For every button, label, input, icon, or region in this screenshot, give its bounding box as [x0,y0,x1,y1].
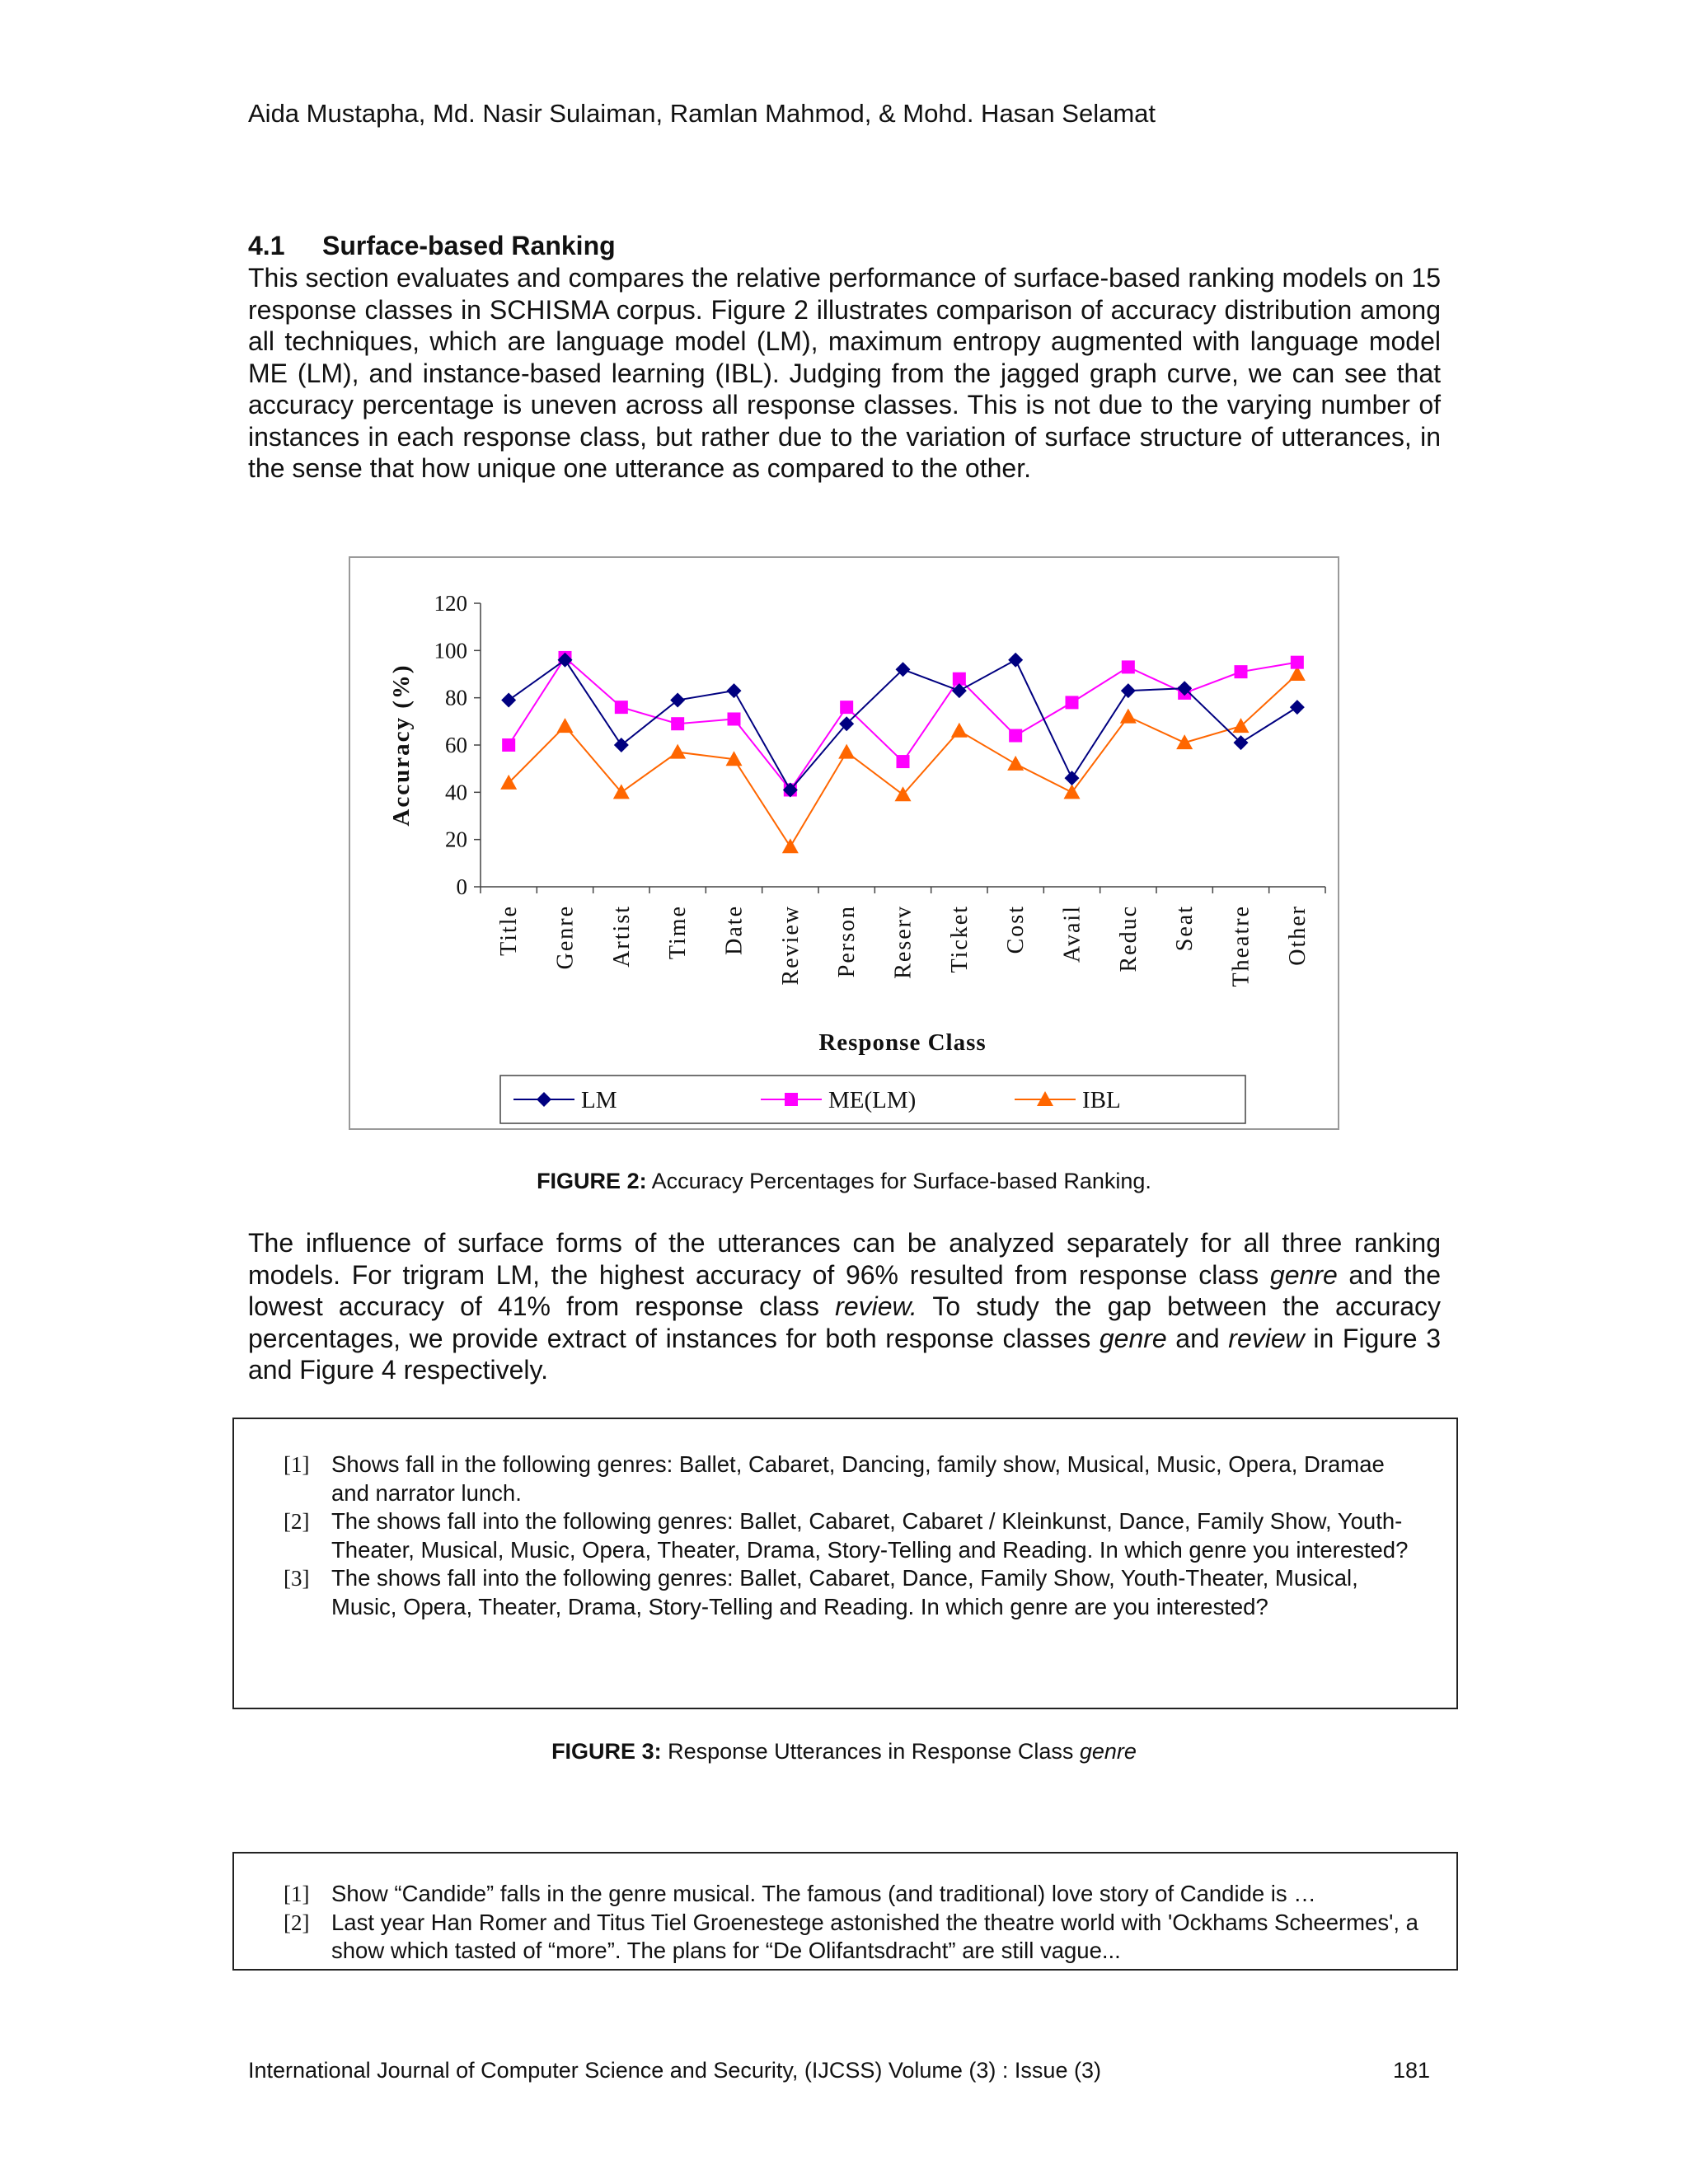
y-tick-label: 100 [434,638,467,663]
text-run: and [1166,1323,1229,1353]
figure-2-label: FIGURE 2: [537,1169,647,1193]
figure-4-box [232,1852,1458,1971]
data-point [838,744,855,759]
data-point [1176,734,1193,749]
x-tick-label: Review [777,905,804,986]
series-line-lm [509,660,1297,790]
data-point [1122,660,1135,673]
x-tick-label: Cost [1003,905,1029,954]
figure-2-chart [349,556,1339,1130]
x-tick-label: Genre [552,905,579,970]
x-tick-label: Date [721,905,748,955]
x-tick-label: Avail [1059,905,1085,963]
x-tick-label: Title [496,905,523,956]
item-number: [2] [284,1509,310,1534]
item-text: Show “Candide” falls in the genre musical. The famous (and traditional) love story of Candide is … [331,1881,1316,1906]
item-number: [2] [284,1910,310,1935]
item-number: [1] [284,1882,310,1906]
paragraph-analysis [248,1227,1441,1386]
data-point [1008,653,1023,668]
data-point [557,718,574,733]
data-point [671,717,684,730]
x-axis-title: Response Class [818,1029,987,1056]
emphasis-review: review. [835,1291,917,1321]
emphasis-review: review [1228,1323,1305,1353]
item-text: The shows fall into the following genres: Ballet, Cabaret, Cabaret / Kleinkunst, Dance, Family Show, Youth-Theater, Musical, Music, Opera, Theater, Drama, Story-Telling and Reading. In which genre you interested? [331,1508,1409,1563]
x-tick-label: Theatre [1228,905,1254,987]
item-text: Last year Han Romer and Titus Tiel Groenestege astonished the theatre world with 'Ockhams Scheermes', a show which tasted of “more”. The plans for “De Olifantsdracht” are still vague... [331,1909,1418,1963]
section-number: 4.1 [248,231,285,260]
emphasis-genre: genre [1269,1259,1338,1290]
data-point [1290,700,1305,715]
section-title: Surface-based Ranking [322,231,616,260]
list-item [284,1507,1421,1564]
data-point [1120,709,1137,724]
legend-label: ME(LM) [828,1087,917,1113]
figure-3-label: FIGURE 3: [551,1739,662,1764]
list-item [284,1909,1421,1966]
y-tick-label: 0 [456,874,467,899]
y-tick-label: 60 [445,733,467,757]
data-point [1291,656,1304,669]
running-header: Aida Mustapha, Md. Nasir Sulaiman, Ramlan Mahmod, & Mohd. Hasan Selamat [248,99,1156,128]
x-tick-label: Ticket [946,905,973,973]
data-point [1121,683,1136,698]
x-tick-label: Seat [1172,905,1198,952]
figure-3-text: Response Utterances in Response Class [668,1739,1080,1764]
figure-3-list [284,1451,1421,1621]
data-point [502,738,515,752]
x-tick-label: Reduc [1115,905,1142,972]
data-point [897,755,910,768]
data-point [728,712,741,725]
figure-3-box [232,1418,1458,1709]
text-run: in Figure 3 and Figure 4 respectively. [248,1323,1441,1385]
data-point [951,723,968,738]
x-tick-label: Other [1284,905,1311,966]
data-point [1064,784,1081,799]
figure-3-emphasis: genre [1079,1739,1137,1764]
accuracy-line-chart [350,558,1338,1128]
data-point [727,683,742,698]
x-tick-label: Artist [608,905,635,968]
data-point [1235,665,1248,678]
item-number: [3] [284,1566,310,1591]
text-run: and the lowest accuracy of 41% from response class [248,1259,1442,1321]
paragraph-intro: This section evaluates and compares the relative performance of surface-based ranking models on 15 response classes in SCHISMA corpus. Figure 2 illustrates comparison of accuracy distribution among all techniques, which are language model (LM), maximum entropy augmented with language model ME (LM), and instance-based learning (IBL). Judging from the jagged graph curve, we can see that accuracy percentage is uneven across all response classes. This is not due to the varying number of instances in each response class, but rather due to the variation of surface structure of utterances, in the sense that how unique one utterance as compared to the other. [248,263,1441,483]
data-point [1065,771,1080,785]
y-tick-label: 120 [434,591,467,616]
x-tick-label: Time [665,905,692,960]
data-point [840,701,853,714]
y-tick-label: 80 [445,685,467,710]
list-item [284,1564,1421,1621]
x-tick-label: Reserv [890,905,917,979]
text-run: The influence of surface forms of the utterances can be analyzed separately for all three ranking models. For trigram LM, the highest accuracy of 96% resulted from response class [248,1228,1441,1290]
text-run: To study the gap between the accuracy percentages, we provide extract of instances for both response classes [248,1291,1442,1353]
x-tick-label: Person [834,905,860,978]
legend-label: LM [581,1087,617,1113]
emphasis-genre: genre [1099,1323,1167,1353]
figure-2-text: Accuracy Percentages for Surface-based Ranking. [651,1169,1151,1193]
data-point [1007,756,1024,771]
list-item [284,1880,1421,1909]
data-point [501,693,516,708]
list-item [284,1451,1421,1507]
legend-marker [785,1093,798,1106]
footer-journal: International Journal of Computer Science and Security, (IJCSS) Volume (3) : Issue (3) [248,2058,1101,2083]
data-point [1066,696,1079,709]
item-number: [1] [284,1452,310,1477]
section-heading [248,231,616,261]
y-tick-label: 40 [445,780,467,805]
y-axis-title: Accuracy (%) [388,663,415,827]
figure-3-caption [0,1739,1688,1765]
y-tick-label: 20 [445,827,467,852]
item-text: The shows fall into the following genres: Ballet, Cabaret, Dance, Family Show, Youth-Theater, Musical, Music, Opera, Theater, Drama, Story-Telling and Reading. In which genre are you interested? [331,1565,1358,1619]
figure-2-caption [0,1169,1688,1194]
data-point [615,701,628,714]
figure-4-list [284,1880,1421,1966]
page-number: 181 [1393,2058,1431,2083]
series-line-melm [509,658,1297,790]
data-point [782,838,799,853]
legend-label: IBL [1082,1087,1121,1113]
data-point [1009,729,1022,743]
data-point [669,744,686,759]
item-text: Shows fall in the following genres: Ballet, Cabaret, Dancing, family show, Musical, Music, Opera, Dramae and narrator lunch. [331,1451,1385,1506]
